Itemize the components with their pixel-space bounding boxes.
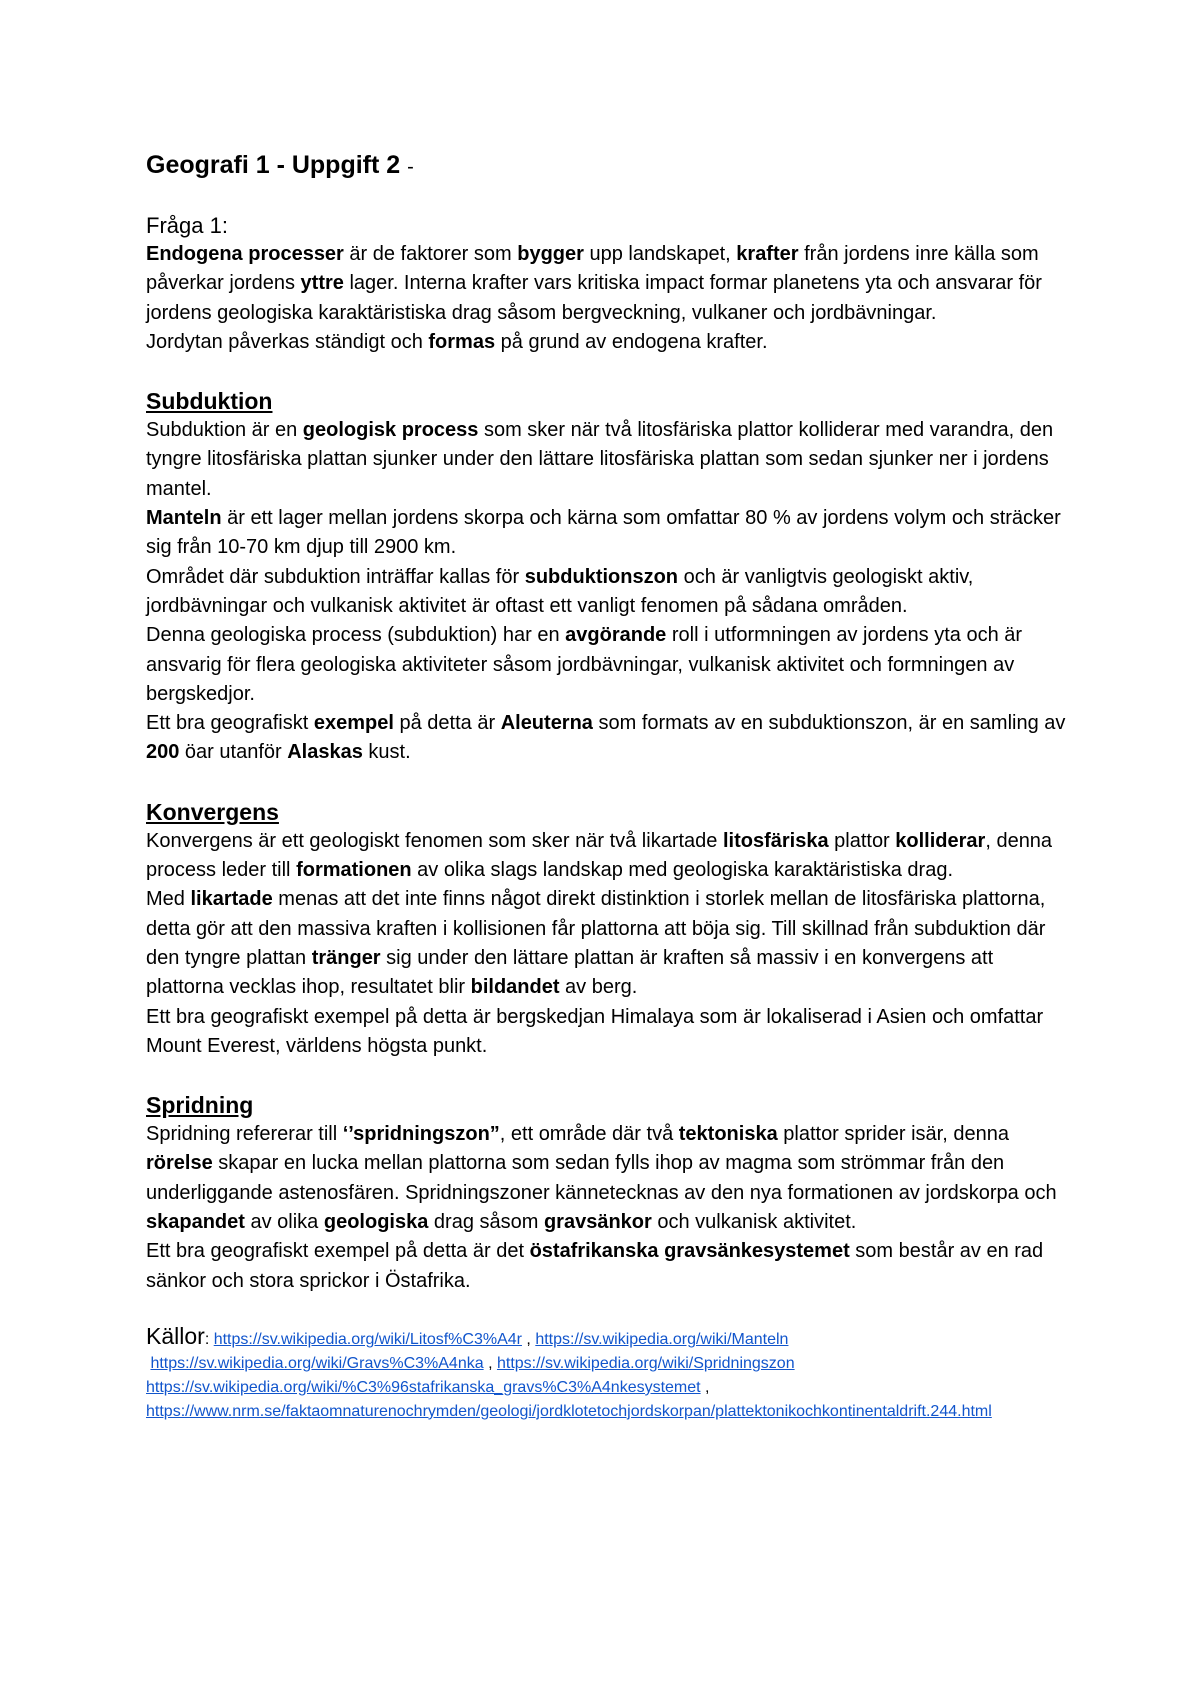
bold-term: rörelse (146, 1152, 213, 1175)
title-text: Geografi 1 - Uppgift 2 (146, 151, 401, 179)
document-title (146, 150, 1066, 182)
paragraph (146, 1120, 1066, 1237)
text-run: av olika slags landskap med geologiska karaktäristiska drag. (411, 859, 954, 882)
bold-term: likartade (190, 888, 273, 911)
paragraph (146, 416, 1066, 504)
text-run: av olika (244, 1211, 324, 1234)
paragraph (146, 621, 1066, 709)
source-link[interactable]: https://sv.wikipedia.org/wiki/%C3%96stafrikanska_gravs%C3%A4nkesystemet (146, 1378, 701, 1396)
text-run: Jordytan påverkas ständigt och (146, 330, 429, 353)
text-run: plattor sprider isär, denna (777, 1123, 1009, 1146)
bold-term: tränger (311, 946, 381, 969)
paragraph (146, 827, 1066, 886)
text-run: från jordens inre källa som påverkar jordens (146, 243, 1039, 295)
bold-term: tektoniska (678, 1123, 778, 1146)
bold-term: geologisk process (302, 419, 479, 442)
text-run: som består av en rad sänkor och stora sprickor i Östafrika. (146, 1240, 1044, 1292)
text-run: på grund av endogena krafter. (495, 330, 768, 353)
text-run: upp landskapet, (583, 243, 737, 265)
source-link[interactable]: https://www.nrm.se/faktaomnaturenochrymden/geologi/jordklotetochjordskorpan/plattektonikochkontinentaldrift.244.html (146, 1402, 992, 1420)
source-link[interactable]: https://sv.wikipedia.org/wiki/Manteln (535, 1330, 789, 1348)
sources-colon: : (204, 1330, 214, 1348)
bold-term: Manteln (146, 507, 222, 530)
text-run: plattor (828, 829, 896, 852)
document-page (146, 150, 1066, 1424)
bold-term: gravsänkor (543, 1211, 652, 1234)
text-run: är de faktorer som (343, 243, 518, 265)
bold-term: skapandet (146, 1211, 245, 1234)
text-run: Konvergens är ett geologiskt fenomen som sker när två likartade (146, 829, 723, 852)
bold-term: geologiska (323, 1211, 429, 1234)
separator: , (521, 1330, 536, 1348)
bold-term: bildandet (470, 976, 560, 999)
paragraph (146, 885, 1066, 1002)
text-run: , ett område där två (499, 1123, 679, 1146)
bold-term: ‘’spridningszon” (342, 1123, 500, 1146)
text-run: Området där subduktion inträffar kallas för (146, 565, 525, 588)
text-run: på detta är (393, 712, 501, 735)
section-heading-subduktion: Subduktion (146, 388, 273, 415)
title-dash: - (407, 156, 414, 178)
text-run: sig under den lättare plattan är kraften så massiv i en konvergens att plattorna vecklas ihop, resultatet blir (146, 946, 994, 999)
bold-term: krafter (736, 243, 799, 265)
bold-term: litosfäriska (722, 829, 829, 852)
bold-term: formationen (296, 859, 412, 882)
bold-term: yttre (300, 272, 344, 295)
bold-term: formas (428, 330, 496, 353)
paragraph (146, 240, 1066, 328)
source-link[interactable]: https://sv.wikipedia.org/wiki/Litosf%C3%A4r (213, 1330, 522, 1348)
text-run: Spridning refererar till (146, 1123, 343, 1146)
bold-term: avgörande (565, 624, 667, 647)
section-heading-konvergens: Konvergens (146, 798, 279, 825)
bold-term: bygger (517, 243, 584, 265)
bold-term: Endogena processer (146, 243, 344, 265)
text-run: som formats av en subduktionszon, är en samling av (592, 712, 1066, 735)
question-1-heading: Fråga 1: (146, 213, 228, 238)
text-run: drag såsom (428, 1211, 544, 1234)
source-link[interactable]: https://sv.wikipedia.org/wiki/Gravs%C3%A4nka (150, 1354, 484, 1372)
text-run: Ett bra geografiskt (146, 712, 314, 735)
text-run: roll i utformningen av jordens yta och är ansvarig för flera geologiska aktiviteter såsom jordbävningar, vulkanisk aktivitet och formningen av bergskedjor. (146, 624, 1023, 705)
text-run: av berg. (559, 976, 638, 999)
text-run: lager. Interna krafter vars kritiska impact formar planetens yta och ansvarar för jordens geologiska karaktäristiska drag såsom bergveckning, vulkaner och jordbävningar. (146, 272, 1042, 324)
bold-term: östafrikanska gravsänkesystemet (529, 1240, 850, 1263)
paragraph (146, 563, 1066, 622)
bold-term: 200 (146, 741, 180, 764)
text-run: skapar en lucka mellan plattorna som sedan fylls ihop av magma som strömmar från den underliggande astenosfären. Spridningszoner kännetecknas av den nya formationen av jordskorpa och (146, 1152, 1057, 1204)
bold-term: exempel (313, 712, 394, 735)
text-run: är ett lager mellan jordens skorpa och kärna som omfattar 80 % av jordens volym och sträcker sig från 10-70 km djup till 2900 km. (146, 507, 1061, 559)
text-run: Subduktion är en (146, 419, 303, 442)
text-run: öar utanför (179, 741, 288, 764)
text-run: Denna geologiska process (subduktion) har en (146, 624, 566, 647)
paragraph (146, 709, 1066, 768)
paragraph (146, 1003, 1066, 1062)
text-run: , denna process leder till (146, 829, 1053, 882)
paragraph (146, 1237, 1066, 1296)
text-run: menas att det inte finns något direkt distinktion i storlek mellan de litosfäriska plattorna, detta gör att den massiva kraften i kollisionen får plattorna att böja sig. Till skillnad från subduktion där den tyngre plattan (146, 888, 1046, 969)
separator: , (700, 1378, 710, 1396)
text-run: Ett bra geografiskt exempel på detta är bergskedjan Himalaya som är lokaliserad i Asien och omfattar Mount Everest, världens högsta punkt. (146, 1005, 1044, 1057)
section-heading-spridning: Spridning (146, 1092, 254, 1119)
paragraph (146, 328, 1066, 357)
text-run: Ett bra geografiskt exempel på detta är det (146, 1240, 530, 1263)
text-run: som sker när två litosfäriska plattor kolliderar med varandra, den tyngre litosfäriska plattan sjunker under den lättare litosfäriska plattan som sedan sjunker ner i jordens mantel. (146, 419, 1054, 500)
text-run: och är vanligtvis geologiskt aktiv, jordbävningar och vulkanisk aktivitet är oftast ett vanligt fenomen på sådana områden. (146, 565, 974, 617)
text-run: och vulkanisk aktivitet. (651, 1211, 857, 1234)
sources-block (146, 1324, 1066, 1424)
bold-term: Aleuterna (500, 712, 593, 735)
text-run: kust. (362, 741, 411, 764)
bold-term: Alaskas (287, 741, 363, 764)
bold-term: kolliderar (895, 829, 986, 852)
sources-label: Källor (146, 1322, 205, 1349)
separator: , (483, 1354, 497, 1372)
bold-term: subduktionszon (524, 565, 679, 588)
text-run: Med (146, 888, 191, 911)
source-link[interactable]: https://sv.wikipedia.org/wiki/Spridningszon (496, 1354, 795, 1372)
paragraph (146, 504, 1066, 563)
